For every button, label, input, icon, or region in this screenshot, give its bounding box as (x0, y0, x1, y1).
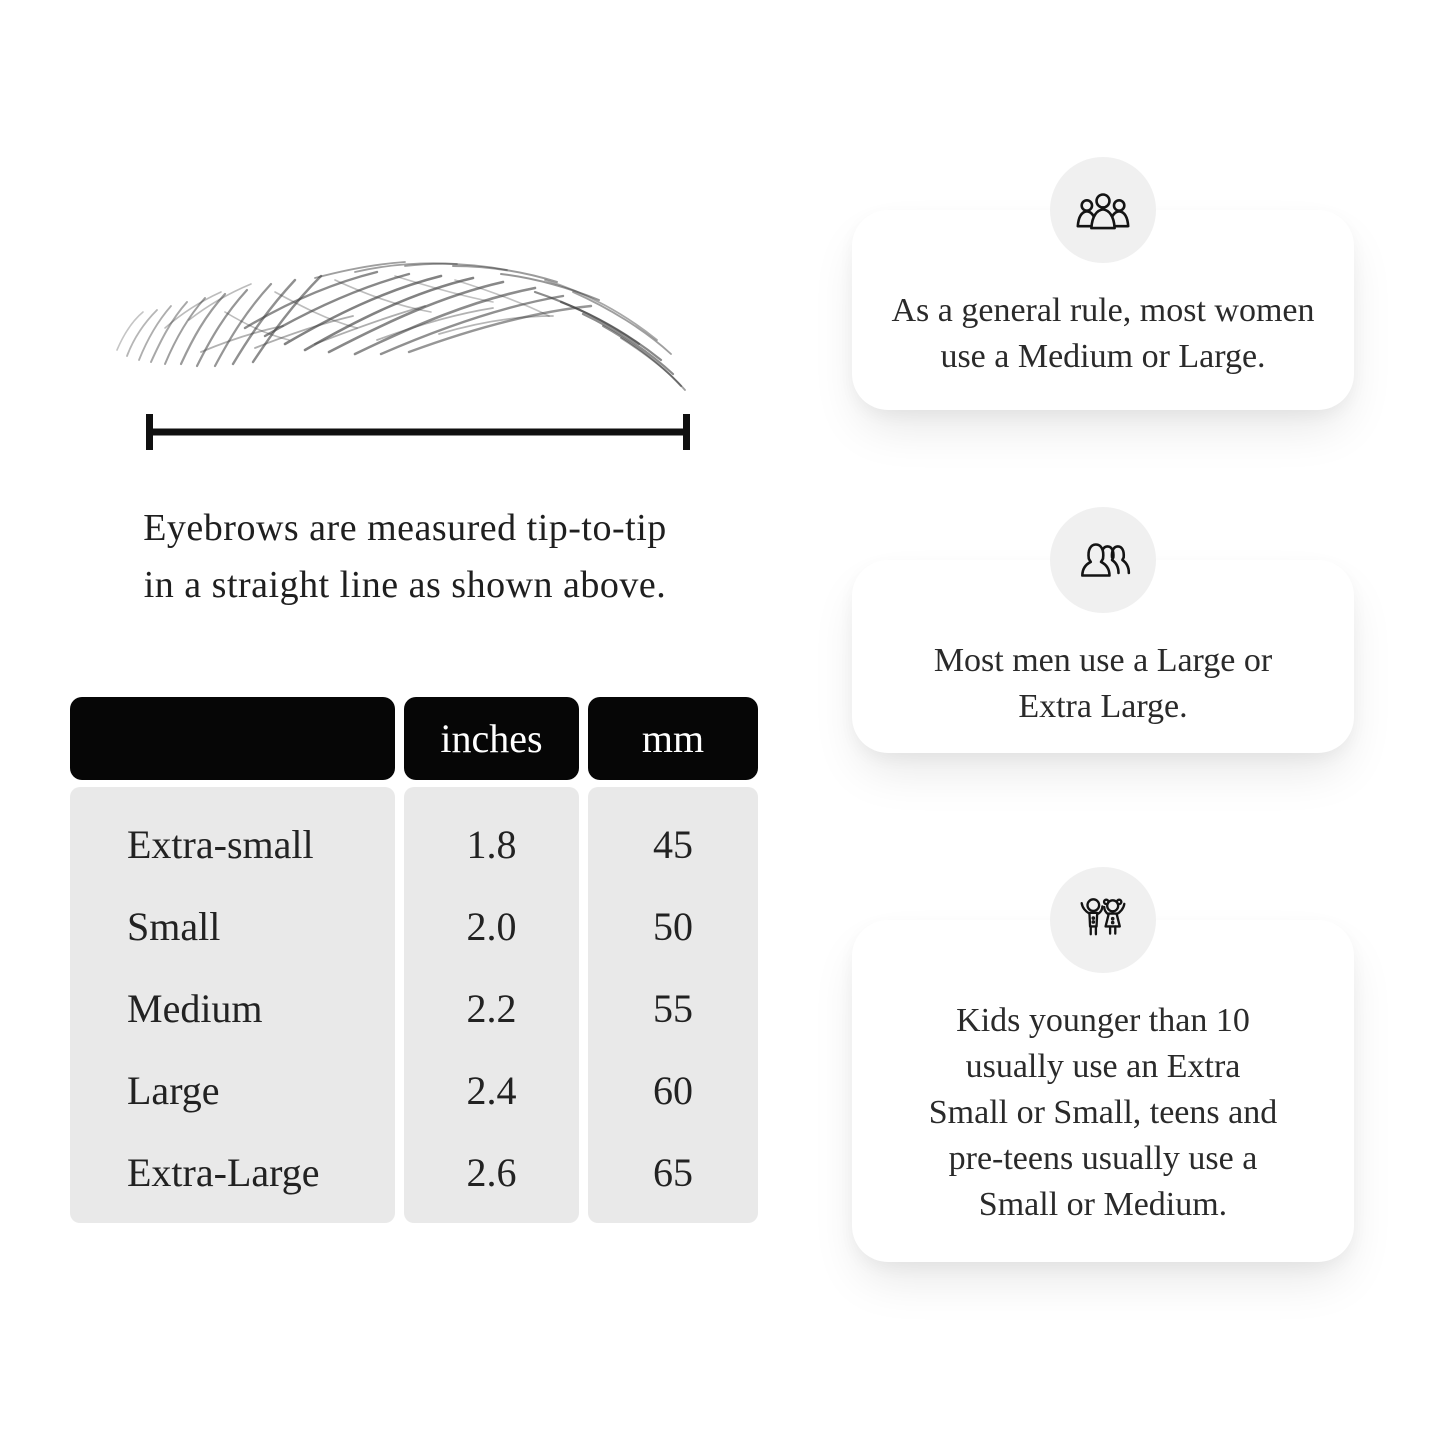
info-card-women (852, 210, 1354, 410)
children-icon (1072, 889, 1134, 951)
table-header-mm: mm (588, 697, 758, 780)
mm-value: 45 (653, 822, 693, 867)
men-group-icon (1072, 529, 1134, 591)
info-card-kids (852, 920, 1354, 1262)
card-text-line: pre-teens usually use a (948, 1140, 1258, 1177)
card-badge (1050, 507, 1156, 613)
card-text-line: Small or Small, teens and (928, 1094, 1278, 1131)
table-header-inches: inches (404, 697, 579, 780)
mm-value: 65 (653, 1150, 693, 1195)
card-text-line: As a general rule, most women (891, 292, 1315, 329)
info-card-men (852, 560, 1354, 753)
mm-value: 60 (653, 1068, 693, 1113)
eyebrow-illustration (105, 232, 705, 402)
card-text-line: Most men use a Large or (933, 642, 1273, 679)
mm-value: 55 (653, 986, 693, 1031)
size-label: Extra-Large (127, 1150, 320, 1195)
women-group-icon (1072, 179, 1134, 241)
inches-value: 1.8 (466, 822, 517, 867)
size-label: Extra-small (127, 822, 314, 867)
inches-value: 2.2 (466, 986, 517, 1031)
caption-line-1: Eyebrows are measured tip-to-tip (143, 507, 667, 549)
caption-line-2: in a straight line as shown above. (143, 564, 667, 606)
card-badge (1050, 157, 1156, 263)
card-badge (1050, 867, 1156, 973)
measurement-line (140, 410, 696, 454)
inches-value: 2.4 (466, 1068, 517, 1113)
card-text-line: Small or Medium. (978, 1186, 1228, 1223)
size-label: Small (127, 904, 221, 949)
card-text-line: usually use an Extra (965, 1048, 1241, 1085)
table-header-size (70, 697, 395, 780)
table-column-mm (588, 787, 758, 1223)
card-text-line: Extra Large. (1018, 688, 1188, 725)
inches-value: 2.6 (466, 1150, 517, 1195)
size-label: Medium (127, 986, 263, 1031)
mm-value: 50 (653, 904, 693, 949)
card-text-line: use a Medium or Large. (940, 338, 1266, 375)
size-label: Large (127, 1068, 220, 1113)
table-column-inches (404, 787, 579, 1223)
inches-value: 2.0 (466, 904, 517, 949)
measurement-caption (95, 500, 715, 614)
card-text-line: Kids younger than 10 (956, 1002, 1250, 1039)
table-column-sizes (70, 787, 395, 1223)
